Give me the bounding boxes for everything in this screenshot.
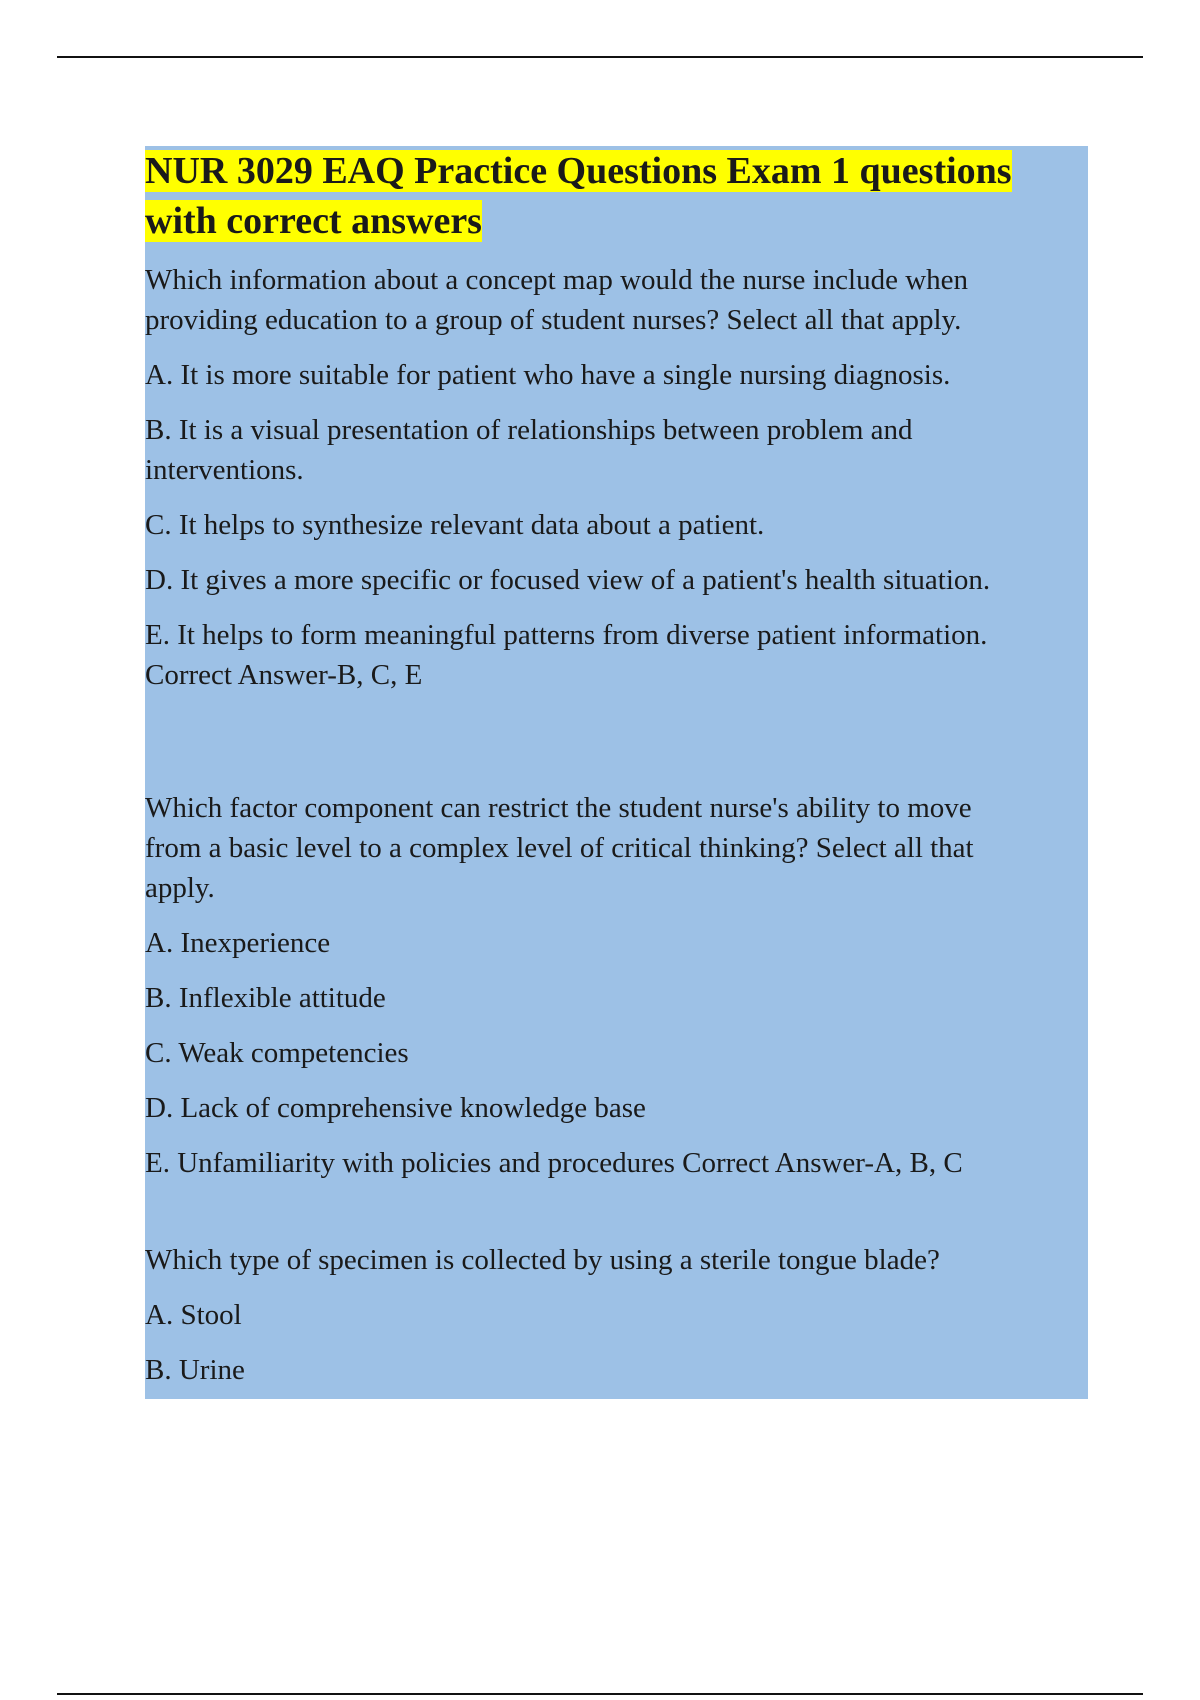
option-line: C. Weak competencies — [145, 1037, 409, 1069]
question-2-option-d — [145, 1088, 1088, 1128]
question-1-option-b — [145, 410, 1088, 490]
option-line: E. Unfamiliarity with policies and procedures Correct Answer-A, B, C — [145, 1147, 963, 1179]
option-line: D. It gives a more specific or focused view of a patient's health situation. — [145, 564, 991, 596]
question-1-option-e — [145, 615, 1088, 695]
question-3-stem — [145, 1240, 1088, 1280]
question-1-option-a — [145, 355, 1088, 395]
option-line: B. Inflexible attitude — [145, 982, 386, 1014]
question-2-option-a — [145, 923, 1088, 963]
question-2-option-c — [145, 1033, 1088, 1073]
option-line: D. Lack of comprehensive knowledge base — [145, 1092, 646, 1124]
option-line: E. It helps to form meaningful patterns from diverse patient information. — [145, 619, 988, 651]
option-line: C. It helps to synthesize relevant data about a patient. — [145, 509, 765, 541]
question-2-option-e — [145, 1143, 1088, 1183]
option-line: A. It is more suitable for patient who have a single nursing diagnosis. — [145, 359, 951, 391]
document-content — [145, 146, 1088, 1399]
question-3-stem-line: Which type of specimen is collected by using a sterile tongue blade? — [145, 1244, 940, 1276]
question-1-option-d — [145, 560, 1088, 600]
correct-answer: Correct Answer-B, C, E — [145, 659, 423, 691]
option-line: B. It is a visual presentation of relationships between problem and — [145, 414, 913, 446]
top-rule — [57, 56, 1143, 58]
question-3-option-b — [145, 1350, 1088, 1390]
question-2-stem-line: apply. — [145, 872, 215, 904]
question-2-stem — [145, 788, 1088, 908]
title-line-2: with correct answers — [145, 200, 482, 242]
option-line: interventions. — [145, 454, 304, 486]
question-2-option-b — [145, 978, 1088, 1018]
question-1-stem-line: providing education to a group of student nurses? Select all that apply. — [145, 304, 962, 336]
option-line: A. Inexperience — [145, 927, 331, 959]
question-2-stem-line: Which factor component can restrict the student nurse's ability to move — [145, 792, 972, 824]
document-title — [145, 146, 1088, 246]
question-1-option-c — [145, 505, 1088, 545]
question-2-stem-line: from a basic level to a complex level of critical thinking? Select all that — [145, 832, 974, 864]
question-3-option-a — [145, 1295, 1088, 1335]
option-line: B. Urine — [145, 1354, 245, 1386]
option-line: A. Stool — [145, 1299, 242, 1331]
question-1-stem-line: Which information about a concept map would the nurse include when — [145, 264, 969, 296]
question-1-stem — [145, 260, 1088, 340]
title-line-1: NUR 3029 EAQ Practice Questions Exam 1 questions — [145, 150, 1012, 192]
bottom-rule — [57, 1693, 1143, 1695]
